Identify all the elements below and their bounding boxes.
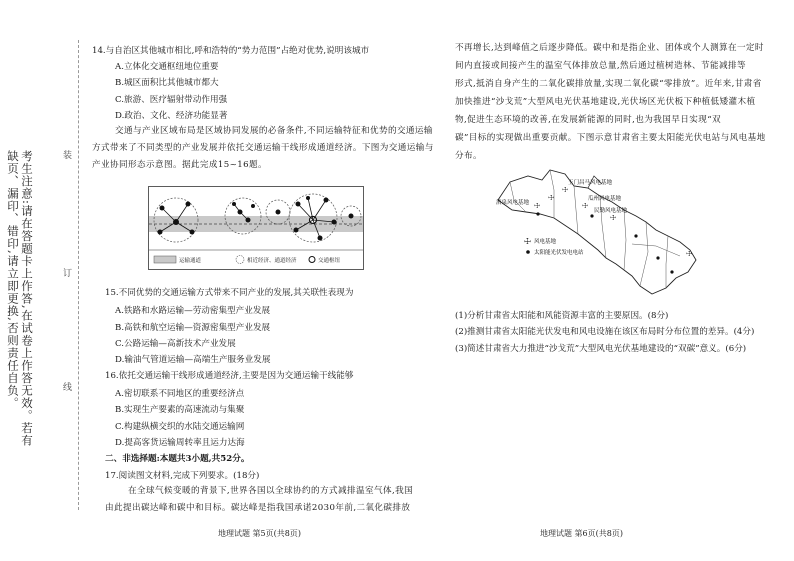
map-label-minqin: 民勤风电基地 <box>594 208 628 214</box>
q17-sub-3: (3)简述甘肃省大力推进“沙戈荒”大型风电光伏基地建设的“双碳”意义。(6分) <box>455 344 747 354</box>
section2-heading: 二、非选择题:本题共3小题,共52分。 <box>105 454 250 464</box>
binding-mark-3: 线 <box>63 383 73 393</box>
binding-line <box>78 40 79 510</box>
transport-industry-diagram <box>148 186 364 270</box>
right-paragraph-line-5: 物,促进生态环境的改善,在发展新能源的同时,也为我国早日实现“双 <box>455 115 722 125</box>
right-paragraph-line-2: 间内直接或间接产生的温室气体排放总量,然后通过植树造林、节能减排等 <box>455 61 746 71</box>
q15-option-d: D.输油气管道运输—高端生产服务业发展 <box>115 355 271 365</box>
q17-sub-1: (1)分析甘肃省太阳能和风能资源丰富的主要原因。(8分) <box>455 311 669 321</box>
map-legend-wind: 风电基地 <box>534 239 557 245</box>
right-paragraph-line-3: 形式,抵消自身产生的二氧化碳排放量,实现二氧化碳“零排放”。近年来,甘肃省 <box>455 79 762 89</box>
q14-option-b: B.城区面积比其他城市都大 <box>115 78 219 88</box>
svg-text:☩: ☩ <box>562 186 569 194</box>
legend-corridor-swatch <box>154 256 176 263</box>
legend-cluster-label: 相近经济、通道经济 <box>247 258 297 264</box>
q15-option-b: B.高铁和航空运输—资源密集型产业发展 <box>115 323 271 333</box>
footer-page-5: 地理试题 第5页(共8页) <box>218 529 301 538</box>
svg-text:☩: ☩ <box>610 214 617 222</box>
legend-hub-swatch <box>309 257 315 263</box>
q16-option-d: D.提高客货运输周转率且运力达海 <box>115 438 245 448</box>
legend-wind-icon: ☩ <box>524 237 532 246</box>
q14-option-a: A.立体化交通枢纽地位重要 <box>115 62 219 72</box>
q16-stem: 16.依托交通运输干线形成通道经济,主要是因为交通运输干线能够 <box>105 371 354 381</box>
q15-option-a: A.铁路和水路运输—劳动密集型产业发展 <box>115 306 271 316</box>
svg-text:☩: ☩ <box>534 202 541 210</box>
exam-notice: 考生注意:请在答题卡上作答,在试卷上作答无效。若有缺页、漏印、错印,请立即更换,否则责任自负。 <box>6 150 34 448</box>
gansu-outline <box>498 170 696 294</box>
right-paragraph-line-1: 不再增长,达到峰值之后逐步降低。碳中和是指企业、团体或个人测算在一定时 <box>455 43 764 53</box>
q14-option-c: C.旅游、医疗辐射带动作用强 <box>115 95 228 105</box>
legend-solar-icon <box>526 250 530 254</box>
q15-stem: 15.不同优势的交通运输方式带来不同产业的发展,其关联性表现为 <box>105 288 354 298</box>
svg-text:☩: ☩ <box>548 194 555 202</box>
legend-hub-label: 交通枢纽 <box>318 258 341 264</box>
map-label-jiuquan: 酒泉风电基地 <box>496 200 530 206</box>
material-line-1: 交通与产业区域布局是区域协同发展的必备条件,不同运输特征和优势的交通运输 <box>115 126 433 136</box>
q16-option-c: C.构建纵横交织的水陆交通运输网 <box>115 422 245 432</box>
q14-stem: 14.与自治区其他城市相比,呼和浩特的“势力范围”占绝对优势,说明该城市 <box>92 46 370 56</box>
material-line-3: 产业协同形态示意图。据此完成15~16题。 <box>92 160 267 170</box>
legend-corridor-label: 运输通道 <box>179 258 202 264</box>
q17-paragraph-line-2: 由此提出碳达峰和碳中和目标。碳达峰是指我国承诺2030年前,二氧化碳排放 <box>105 503 411 513</box>
map-label-guazhou: 瓜州风电基地 <box>588 196 622 202</box>
q16-option-b: B.实现生产要素的高速流动与集聚 <box>115 405 245 415</box>
right-paragraph-line-7: 分布。 <box>455 151 482 161</box>
gansu-energy-map <box>490 160 720 300</box>
q15-option-c: C.公路运输—高新技术产业发展 <box>115 339 236 349</box>
q17-sub-2: (2)推测甘肃省太阳能光伏发电和风电设施在该区布局时分布位置的差异。(4分) <box>455 327 755 337</box>
binding-mark-1: 装 <box>63 151 73 161</box>
map-label-yumen: 玉门昌马风电基地 <box>568 180 613 186</box>
q16-option-a: A.密切联系不同地区的重要经济点 <box>115 389 245 399</box>
binding-mark-2: 订 <box>63 269 73 279</box>
svg-text:☩: ☩ <box>686 250 693 258</box>
right-paragraph-line-6: 碳”目标的实现做出重要贡献。下图示意甘肃省主要太阳能光伏电站与风电基地 <box>455 133 766 143</box>
q17-stem: 17.阅读图文材料,完成下列要求。(18分) <box>105 471 260 481</box>
q14-option-d: D.政治、文化、经济功能显著 <box>115 111 228 121</box>
q17-paragraph-line-1: 在全球气候变暖的背景下,世界各国以全球协约的方式减排温室气体,我国 <box>128 486 414 496</box>
right-paragraph-line-4: 加快推进“沙戈荒”大型风电光伏基地建设,光伏场区光伏板下种植低矮灌木植 <box>455 97 756 107</box>
footer-page-6: 地理试题 第6页(共8页) <box>540 529 623 538</box>
map-legend-solar: 太阳能光伏发电电站 <box>534 250 584 256</box>
svg-text:☩: ☩ <box>582 202 589 210</box>
material-line-2: 方式带来了不同类型的产业发展并依托交通运输干线形成通道经济。下图为交通运输与 <box>92 143 434 153</box>
